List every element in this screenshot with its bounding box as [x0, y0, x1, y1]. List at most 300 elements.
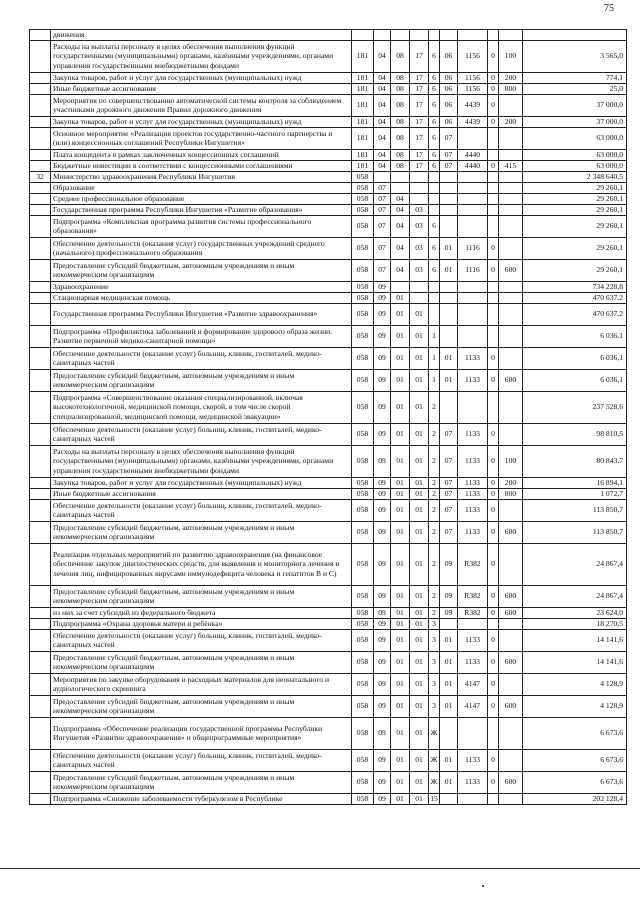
row-description: Мероприятия по закупке оборудования и расходных материалов для неонатального и аудиологического скрининга	[51, 673, 352, 695]
code-subsection: 08	[391, 72, 410, 83]
amount: 23 624,0	[523, 607, 627, 618]
code-subprogram: 2	[429, 607, 440, 618]
code-subprogram: 2	[429, 543, 440, 585]
code-program	[410, 182, 429, 193]
table-row	[30, 585, 627, 607]
code-subsection: 04	[391, 259, 410, 281]
table-row	[30, 347, 627, 369]
code-grbs: 058	[352, 521, 374, 543]
code-subsection: 08	[391, 94, 410, 116]
table-row	[30, 237, 627, 259]
code-section: 09	[374, 673, 391, 695]
code-subsection	[391, 171, 410, 182]
row-number	[30, 499, 51, 521]
code-grbs: 058	[352, 281, 374, 292]
code-subsection: 08	[391, 149, 410, 160]
table-row	[30, 445, 627, 477]
code-subprogram	[429, 292, 440, 303]
table-row	[30, 182, 627, 193]
code-subprogram: 6	[429, 83, 440, 94]
code-event: 07	[440, 445, 458, 477]
amount: 3 565,0	[523, 40, 627, 72]
code-section: 09	[374, 347, 391, 369]
code-section: 09	[374, 488, 391, 499]
code-expense-type	[499, 149, 523, 160]
row-number	[30, 793, 51, 804]
code-subprogram: 15	[430, 793, 438, 803]
code-grbs: 058	[352, 793, 374, 804]
code-grbs: 058	[352, 325, 374, 347]
code-direction: 1133	[458, 629, 488, 651]
table-row	[30, 325, 627, 347]
row-number	[30, 204, 51, 215]
code-digit: 0	[488, 160, 499, 171]
code-program	[410, 193, 429, 204]
table-row	[30, 771, 627, 793]
code-grbs: 058	[352, 445, 374, 477]
row-number	[30, 281, 51, 292]
code-grbs: 058	[352, 215, 374, 237]
code-grbs	[352, 30, 374, 41]
code-subsection: 01	[391, 585, 410, 607]
code-program: 03	[410, 259, 429, 281]
code-digit	[488, 618, 499, 629]
amount: 4 128,9	[523, 673, 627, 695]
code-event: 07	[440, 160, 458, 171]
code-subprogram: 2	[429, 585, 440, 607]
table-row	[30, 369, 627, 391]
code-subsection: 01	[391, 325, 410, 347]
code-section: 07	[374, 182, 391, 193]
code-subsection	[391, 30, 410, 41]
row-number	[30, 771, 51, 793]
amount: 4 128,9	[523, 695, 627, 717]
code-direction: 4147	[458, 695, 488, 717]
code-direction	[458, 30, 488, 41]
code-program: 01	[410, 303, 429, 325]
code-expense-type	[499, 94, 523, 116]
table-row	[30, 651, 627, 673]
code-grbs: 181	[352, 94, 374, 116]
code-direction: 4440	[458, 160, 488, 171]
code-section: 09	[374, 618, 391, 629]
code-expense-type	[499, 325, 523, 347]
table-row	[30, 303, 627, 325]
row-description: Основное мероприятие «Реализация проектов государственно-частного партнерства и (или) концессионных соглашений Республики Ингушетия»	[51, 127, 352, 149]
amount: 470 637,2	[523, 292, 627, 303]
code-subsection: 01	[391, 347, 410, 369]
code-program: 01	[410, 673, 429, 695]
code-grbs: 058	[352, 585, 374, 607]
row-description: Здравоохранение	[51, 281, 352, 292]
code-section: 09	[374, 423, 391, 445]
code-subprogram: Ж	[429, 717, 440, 749]
code-program: 01	[410, 423, 429, 445]
row-number	[30, 423, 51, 445]
code-expense-type	[499, 127, 523, 149]
code-program: 17	[410, 40, 429, 72]
amount: 774,1	[523, 72, 627, 83]
row-description: Закупка товаров, работ и услуг для государственных (муниципальных) нужд	[51, 477, 352, 488]
code-subsection: 01	[391, 521, 410, 543]
scan-mark	[482, 885, 484, 887]
code-section: 09	[374, 771, 391, 793]
code-direction: 1133	[458, 477, 488, 488]
code-subsection: 01	[391, 607, 410, 618]
code-program: 01	[410, 445, 429, 477]
code-program: 01	[410, 618, 429, 629]
code-digit: 0	[488, 237, 499, 259]
amount: 29 260,1	[523, 215, 627, 237]
code-subprogram: 6	[429, 116, 440, 127]
code-event: 07	[440, 149, 458, 160]
code-grbs: 181	[352, 160, 374, 171]
table-row	[30, 391, 627, 423]
amount: 24 867,4	[523, 543, 627, 585]
code-digit: 0	[488, 116, 499, 127]
code-digit: 0	[488, 499, 499, 521]
amount: 1 072,7	[523, 488, 627, 499]
code-event: 01	[440, 369, 458, 391]
code-section: 04	[374, 72, 391, 83]
code-event: 07	[440, 127, 458, 149]
code-event: 01	[440, 673, 458, 695]
amount: 80 843,7	[523, 445, 627, 477]
code-subprogram: 1	[429, 369, 440, 391]
code-program	[410, 171, 429, 182]
code-direction: 1133	[458, 771, 488, 793]
code-event: 07	[440, 521, 458, 543]
code-program: 17	[410, 127, 429, 149]
code-section: 07	[374, 237, 391, 259]
code-section: 07	[374, 204, 391, 215]
code-direction: 1116	[458, 259, 488, 281]
code-section: 04	[374, 149, 391, 160]
code-event	[440, 391, 458, 423]
code-subsection: 04	[391, 204, 410, 215]
code-digit	[488, 303, 499, 325]
amount: 113 850,7	[523, 499, 627, 521]
code-expense-type	[499, 543, 523, 585]
code-expense-type: 415	[499, 160, 523, 171]
code-digit	[488, 717, 499, 749]
code-digit	[488, 171, 499, 182]
code-section: 09	[374, 292, 391, 303]
code-section: 09	[374, 543, 391, 585]
code-event: 01	[440, 771, 458, 793]
row-description: Иные бюджетные ассигнования	[51, 83, 352, 94]
code-subprogram: 2	[429, 521, 440, 543]
row-description: Закупка товаров, работ и услуг для государственных (муниципальных) нужд	[51, 116, 352, 127]
code-event	[440, 303, 458, 325]
code-subsection: 01	[391, 618, 410, 629]
code-subprogram: 3	[429, 695, 440, 717]
row-description: Стационарная медицинская помощь	[51, 292, 352, 303]
code-direction: 1156	[458, 72, 488, 83]
code-subprogram: 2	[429, 499, 440, 521]
code-event: 01	[440, 629, 458, 651]
row-number	[30, 618, 51, 629]
code-subprogram: 6	[429, 160, 440, 171]
code-direction: R382	[458, 543, 488, 585]
code-expense-type: 100	[499, 40, 523, 72]
code-program: 01	[410, 629, 429, 651]
row-description: Обеспечение деятельности (оказание услуг) больниц, клиник, госпиталей, медико-санитарных частей	[51, 347, 352, 369]
code-program	[410, 292, 429, 303]
table-row	[30, 149, 627, 160]
code-section: 09	[374, 369, 391, 391]
code-grbs: 058	[352, 749, 374, 771]
page-number: 75	[604, 3, 614, 14]
table-row	[30, 193, 627, 204]
code-subprogram	[429, 281, 440, 292]
code-program: 17	[410, 83, 429, 94]
amount: 37 000,0	[523, 94, 627, 116]
code-direction: R382	[458, 585, 488, 607]
code-program: 17	[410, 160, 429, 171]
row-number: 32	[30, 171, 51, 182]
row-description: Расходы на выплаты персоналу в целях обеспечения выполнения функций государственными (муниципальными) органами, казёнными учреждениями, органами управления государственными внебюджетными фондами	[51, 445, 352, 477]
row-number	[30, 259, 51, 281]
table-row	[30, 499, 627, 521]
code-grbs: 058	[352, 391, 374, 423]
code-subprogram: 2	[429, 423, 440, 445]
code-expense-type: 600	[499, 607, 523, 618]
code-direction: 1133	[458, 347, 488, 369]
code-section: 09	[374, 585, 391, 607]
code-expense-type	[499, 303, 523, 325]
code-digit: 0	[488, 607, 499, 618]
table-row	[30, 83, 627, 94]
code-grbs: 058	[352, 618, 374, 629]
code-subsection: 01	[391, 717, 410, 749]
code-subprogram: 6	[429, 215, 440, 237]
code-section	[374, 30, 391, 41]
code-expense-type	[499, 673, 523, 695]
code-subsection: 01	[391, 793, 410, 804]
code-digit	[488, 292, 499, 303]
code-expense-type: 200	[499, 72, 523, 83]
row-description: Обеспечение деятельности (оказание услуг) больниц, клиник, госпиталей, медико-санитарных частей	[51, 423, 352, 445]
amount: 14 141,6	[523, 629, 627, 651]
code-digit: 0	[488, 749, 499, 771]
code-direction: R382	[458, 607, 488, 618]
code-expense-type	[499, 193, 523, 204]
row-description: Подпрограмма «Совершенствование оказания специализированной, включая высокотехнологичной, медицинской помощи, скорой, в том числе скорой специализированной, медицинской помощи, медицинской эвакуации»	[51, 391, 352, 423]
code-section: 04	[374, 83, 391, 94]
row-number	[30, 149, 51, 160]
table-row	[30, 116, 627, 127]
code-subprogram	[429, 171, 440, 182]
code-subsection: 01	[391, 543, 410, 585]
amount: 6 673,6	[523, 771, 627, 793]
row-description: Подпрограмма «Комплексная программа развития системы профессионального образования»	[51, 215, 352, 237]
table-row	[30, 72, 627, 83]
code-subsection: 01	[391, 423, 410, 445]
code-grbs: 058	[352, 771, 374, 793]
code-direction: 1133	[458, 369, 488, 391]
code-digit	[488, 182, 499, 193]
row-number	[30, 543, 51, 585]
row-number	[30, 94, 51, 116]
table-row	[30, 292, 627, 303]
code-grbs: 058	[352, 171, 374, 182]
code-program: 01	[410, 793, 429, 804]
code-subsection	[391, 281, 410, 292]
code-event: 09	[440, 543, 458, 585]
code-event: 01	[440, 237, 458, 259]
row-description: Расходы на выплаты персоналу в целях обеспечения выполнения функций государственными (муниципальными) органами, казёнными учреждениями, органами управления государственными внебюджетными фондами	[51, 40, 352, 72]
table-row	[30, 673, 627, 695]
code-program: 01	[410, 717, 429, 749]
amount: 29 260,1	[523, 259, 627, 281]
table-row	[30, 543, 627, 585]
amount	[523, 30, 627, 41]
code-digit: 0	[488, 94, 499, 116]
code-subsection: 04	[391, 193, 410, 204]
row-number	[30, 673, 51, 695]
code-digit	[488, 793, 499, 804]
code-grbs: 058	[352, 259, 374, 281]
code-direction: 1133	[458, 499, 488, 521]
code-event: 07	[440, 477, 458, 488]
code-direction: 1156	[458, 40, 488, 72]
code-subsection	[391, 182, 410, 193]
code-digit: 0	[488, 521, 499, 543]
code-grbs: 058	[352, 673, 374, 695]
code-subprogram	[429, 30, 440, 41]
row-description: Обеспечение деятельности (оказание услуг) больниц, клиник, госпиталей, медико-санитарных частей	[51, 749, 352, 771]
code-expense-type	[499, 30, 523, 41]
code-event: 06	[440, 116, 458, 127]
table-row	[30, 618, 627, 629]
code-section: 09	[374, 749, 391, 771]
table-row	[30, 749, 627, 771]
code-digit	[488, 204, 499, 215]
code-subsection: 01	[391, 695, 410, 717]
code-direction: 1133	[458, 651, 488, 673]
code-subsection: 01	[391, 673, 410, 695]
row-number	[30, 40, 51, 72]
table-row	[30, 204, 627, 215]
code-digit: 0	[488, 695, 499, 717]
code-digit: 0	[488, 771, 499, 793]
code-expense-type	[499, 499, 523, 521]
row-number	[30, 391, 51, 423]
code-expense-type	[499, 423, 523, 445]
row-number	[30, 369, 51, 391]
code-program: 03	[410, 204, 429, 215]
code-program: 03	[410, 215, 429, 237]
row-number	[30, 215, 51, 237]
code-subprogram: 3	[429, 673, 440, 695]
code-subprogram	[429, 303, 440, 325]
code-event: 06	[440, 83, 458, 94]
row-number	[30, 193, 51, 204]
row-description: Предоставление субсидий бюджетным, автономным учреждениям и иным некоммерческим организациям	[51, 585, 352, 607]
code-section: 09	[374, 445, 391, 477]
code-digit: 0	[488, 259, 499, 281]
code-expense-type: 600	[499, 695, 523, 717]
amount: 98 810,5	[523, 423, 627, 445]
amount: 29 260,1	[523, 193, 627, 204]
code-section: 09	[374, 499, 391, 521]
code-grbs: 058	[352, 629, 374, 651]
code-event: 06	[440, 40, 458, 72]
code-event: 06	[440, 72, 458, 83]
code-digit: 0	[488, 651, 499, 673]
code-program: 17	[410, 116, 429, 127]
code-subprogram: 6	[429, 127, 440, 149]
row-description: Предоставление субсидий бюджетным, автономным учреждениям и иным некоммерческим организациям	[51, 259, 352, 281]
row-description: Государственная программа Республики Ингушетия «Развитие образования»	[51, 204, 352, 215]
amount: 6 673,6	[523, 717, 627, 749]
code-subprogram: Ж	[429, 771, 440, 793]
code-digit: 0	[488, 477, 499, 488]
code-section: 04	[374, 116, 391, 127]
code-subprogram: 1	[429, 325, 440, 347]
code-subsection: 01	[391, 771, 410, 793]
code-event: 01	[440, 651, 458, 673]
code-section: 09	[374, 303, 391, 325]
row-description: из них за счет субсидий из федерального бюджета	[51, 607, 352, 618]
code-subsection: 01	[391, 445, 410, 477]
code-grbs: 058	[352, 488, 374, 499]
code-subsection: 01	[391, 369, 410, 391]
code-section: 09	[374, 281, 391, 292]
code-subprogram: 3	[429, 629, 440, 651]
code-expense-type	[499, 749, 523, 771]
row-description: Иные бюджетные ассигнования	[51, 488, 352, 499]
code-direction: 4147	[458, 673, 488, 695]
table-row	[30, 793, 627, 804]
code-expense-type: 800	[499, 83, 523, 94]
table-row	[30, 259, 627, 281]
code-program: 01	[410, 695, 429, 717]
row-description: Подпрограмма «Обеспечение реализации государственной программы Республики Ингушетия «Развитие здравоохранения» и общепрограммные мероприятия»	[51, 717, 352, 749]
code-grbs: 181	[352, 149, 374, 160]
code-grbs: 058	[352, 651, 374, 673]
code-expense-type: 600	[499, 259, 523, 281]
code-subsection: 08	[391, 116, 410, 127]
table-row	[30, 717, 627, 749]
code-section	[374, 171, 391, 182]
amount: 6 036,1	[523, 347, 627, 369]
code-subsection: 01	[391, 499, 410, 521]
code-subprogram	[429, 204, 440, 215]
code-subprogram: 6	[429, 237, 440, 259]
code-digit: 0	[488, 445, 499, 477]
row-number	[30, 477, 51, 488]
code-grbs: 058	[352, 543, 374, 585]
code-direction	[458, 325, 488, 347]
table-row	[30, 127, 627, 149]
code-digit: 0	[488, 488, 499, 499]
code-grbs: 058	[352, 303, 374, 325]
code-program: 01	[410, 369, 429, 391]
code-digit	[488, 127, 499, 149]
code-expense-type	[499, 391, 523, 423]
code-expense-type	[499, 618, 523, 629]
row-description: Обеспечение деятельности (оказание услуг) больниц, клиник, госпиталей, медико-санитарных частей	[51, 629, 352, 651]
code-expense-type: 600	[499, 651, 523, 673]
code-section: 09	[374, 521, 391, 543]
code-event: 01	[440, 259, 458, 281]
code-direction: 1133	[458, 749, 488, 771]
amount: 63 000,0	[523, 127, 627, 149]
code-direction	[458, 281, 488, 292]
code-digit: 0	[488, 369, 499, 391]
